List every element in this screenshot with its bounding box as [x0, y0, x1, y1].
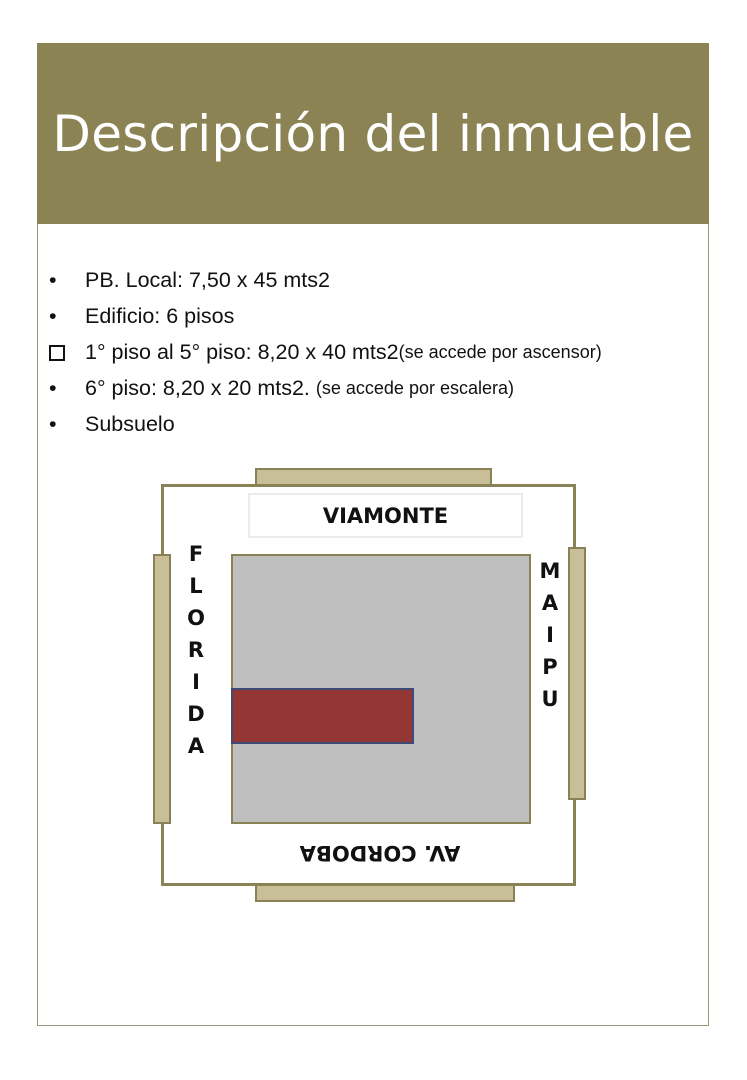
checkbox-square-icon — [45, 340, 85, 365]
street-bottom-bar — [255, 884, 515, 902]
list-item-text: 6° piso: 8,20 x 20 mts2. — [85, 375, 316, 400]
list-item-note: (se accede por escalera) — [315, 377, 514, 398]
street-label-viamonte: VIAMONTE — [248, 493, 523, 538]
list-item-text: Edificio: 6 pisos — [85, 303, 235, 328]
street-label-maipu — [538, 555, 562, 715]
letter: A — [187, 734, 205, 758]
list-item-text: 1° piso al 5° piso: 8,20 x 40 mts2 — [85, 339, 399, 364]
page-title: Descripción del inmueble — [52, 104, 694, 163]
bullet-icon: • — [49, 375, 57, 400]
letter: I — [546, 623, 554, 647]
letter: M — [539, 559, 561, 583]
list-item — [45, 370, 715, 406]
street-label-florida — [184, 538, 208, 762]
letter: L — [189, 574, 203, 598]
street-right-bar — [568, 547, 586, 800]
list-item — [45, 406, 715, 442]
list-item-text: Subsuelo — [85, 411, 175, 436]
street-label-av-cordoba: AV. CORDOBA — [299, 841, 461, 865]
letter: P — [542, 655, 558, 679]
list-item — [45, 262, 715, 298]
list-item-text: PB. Local: 7,50 x 45 mts2 — [85, 267, 330, 292]
list-item — [45, 334, 715, 370]
list-item-note: (se accede por ascensor) — [398, 341, 602, 362]
list-item — [45, 298, 715, 334]
letter: R — [187, 638, 205, 662]
letter: U — [541, 687, 559, 711]
letter: F — [188, 542, 204, 566]
letter: O — [187, 606, 205, 630]
bullet-icon: • — [49, 303, 57, 328]
letter: D — [187, 702, 205, 726]
street-left-bar — [153, 554, 171, 824]
feature-list — [45, 262, 715, 442]
bullet-icon: • — [49, 267, 57, 292]
letter: I — [192, 670, 200, 694]
letter: A — [541, 591, 559, 615]
property-lot — [231, 688, 414, 744]
bullet-icon: • — [49, 411, 57, 436]
street-top-bar — [255, 468, 492, 486]
